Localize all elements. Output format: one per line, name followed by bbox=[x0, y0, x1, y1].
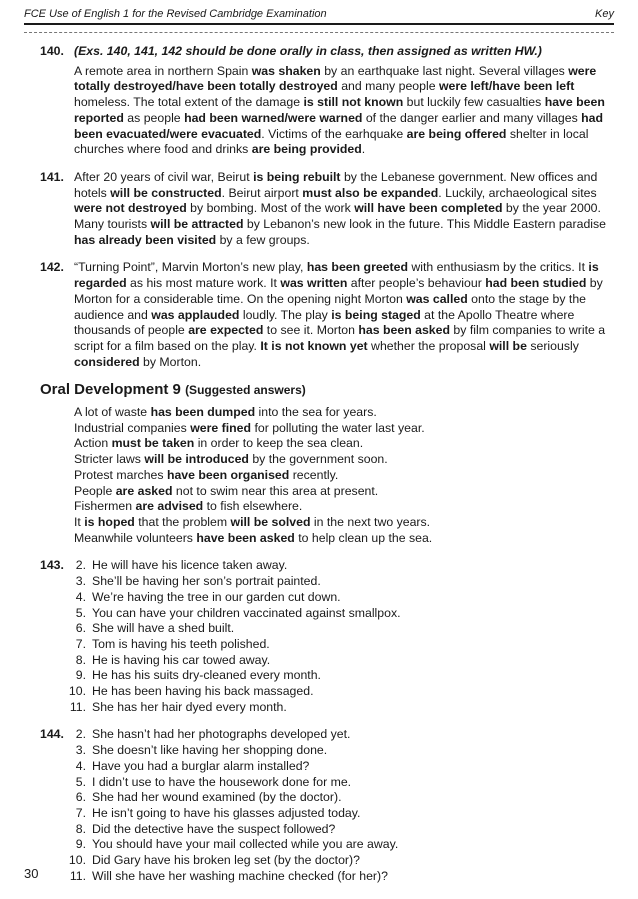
list-item bbox=[62, 590, 401, 606]
answer-verb: has been asked bbox=[358, 323, 450, 338]
answer-verb: will be introduced bbox=[144, 452, 249, 467]
item-text: You can have your children vaccinated against smallpox. bbox=[92, 605, 401, 620]
exercise-143 bbox=[40, 558, 612, 715]
answer-verb: will be constructed bbox=[110, 185, 222, 200]
item-text: He has his suits dry-cleaned every month. bbox=[92, 668, 321, 683]
text-run: by an earthquake last night. Several villages bbox=[320, 63, 569, 78]
text-run: as people bbox=[123, 110, 185, 125]
header-divider bbox=[24, 32, 614, 33]
text-run: . bbox=[361, 142, 366, 157]
item-number: 9. bbox=[75, 837, 86, 852]
answer-verb: has been dumped bbox=[150, 405, 256, 420]
text-run: recently. bbox=[289, 467, 339, 482]
list-item bbox=[62, 822, 398, 838]
answer-verb: will have been completed bbox=[354, 201, 503, 216]
list-item bbox=[62, 653, 401, 669]
item-text: Did Gary have his broken leg set (by the doctor)? bbox=[92, 853, 360, 868]
list-item bbox=[62, 790, 398, 806]
answer-verb: will be bbox=[489, 338, 527, 353]
oral-answer-line bbox=[74, 499, 612, 515]
text-run: Industrial companies bbox=[74, 420, 191, 435]
header-section: Key bbox=[595, 8, 614, 20]
item-number: 6. bbox=[75, 621, 86, 636]
item-text: She will have a shed built. bbox=[92, 621, 235, 636]
answer-verb: had been warned/were warned bbox=[184, 110, 363, 125]
exercise-141 bbox=[40, 170, 612, 249]
item-text: You should have your mail collected while you are away. bbox=[92, 837, 399, 852]
item-text: He will have his licence taken away. bbox=[92, 558, 288, 573]
item-text: She’ll be having her son’s portrait painted. bbox=[92, 574, 321, 589]
item-number: 2. bbox=[75, 558, 86, 573]
text-run: A remote area in northern Spain bbox=[74, 63, 252, 78]
text-run: People bbox=[74, 483, 116, 498]
item-text: Did the detective have the suspect followed? bbox=[92, 821, 336, 836]
text-run: by a few groups. bbox=[216, 232, 310, 247]
text-run: by the year 2000. Many tourists bbox=[74, 201, 601, 232]
text-run: by film companies to write a script for a film based on the play. bbox=[74, 323, 606, 353]
answer-verb: must be taken bbox=[111, 436, 195, 451]
item-text: Will she have her washing machine checked (for her)? bbox=[92, 868, 388, 883]
item-number: 6. bbox=[75, 790, 86, 805]
item-number: 7. bbox=[75, 805, 86, 820]
text-run: by Lebanon’s new look in the future. This Middle Eastern paradise bbox=[243, 217, 607, 232]
text-run: by the government soon. bbox=[248, 452, 388, 467]
exercise-142 bbox=[40, 260, 612, 370]
item-number: 9. bbox=[75, 668, 86, 683]
item-number: 4. bbox=[75, 589, 86, 604]
text-run: Protest marches bbox=[74, 467, 167, 482]
list-item bbox=[62, 743, 398, 759]
answer-verb: is still not known bbox=[303, 95, 404, 110]
list-item bbox=[62, 558, 401, 574]
oral-answer-line bbox=[74, 468, 612, 484]
list-item bbox=[62, 621, 401, 637]
item-text: We’re having the tree in our garden cut down. bbox=[92, 589, 341, 604]
text-run: It bbox=[74, 514, 85, 529]
answer-verb: is hoped bbox=[84, 514, 135, 529]
list-item bbox=[62, 606, 401, 622]
answer-verb: had been studied bbox=[485, 276, 587, 291]
answer-key-content bbox=[40, 44, 612, 896]
item-number: 10. bbox=[68, 853, 86, 868]
exercise-144 bbox=[40, 727, 612, 884]
item-text: He has been having his back massaged. bbox=[92, 684, 314, 699]
text-run: of the danger earlier and many villages bbox=[362, 110, 582, 125]
item-number: 4. bbox=[75, 758, 86, 773]
item-number: 11. bbox=[69, 868, 86, 883]
item-number: 3. bbox=[75, 574, 86, 589]
answer-verb: has already been visited bbox=[74, 232, 217, 247]
answer-verb: was written bbox=[280, 276, 348, 291]
item-number: 2. bbox=[75, 727, 86, 742]
oral-subtitle: (Suggested answers) bbox=[185, 383, 306, 398]
answer-verb: were left/have been left bbox=[438, 79, 575, 94]
oral-answer-line bbox=[74, 436, 612, 452]
list-item bbox=[62, 700, 401, 716]
answer-list bbox=[62, 727, 398, 884]
answer-verb: considered bbox=[74, 354, 140, 369]
answer-verb: have been asked bbox=[196, 530, 295, 545]
answer-verb: is being staged bbox=[331, 307, 421, 322]
answer-verb: will be solved bbox=[230, 514, 311, 529]
list-item bbox=[62, 837, 398, 853]
text-run: by Morton. bbox=[139, 354, 202, 369]
text-run: . Victims of the earhquake bbox=[261, 126, 407, 141]
text-run: homeless. The total extent of the damage bbox=[74, 95, 304, 110]
text-run: Meanwhile volunteers bbox=[74, 530, 197, 545]
exercise-number: 143. bbox=[40, 558, 64, 573]
item-text: He is having his car towed away. bbox=[92, 652, 271, 667]
exercise-number: 140. bbox=[40, 44, 64, 58]
oral-answer-line bbox=[74, 484, 612, 500]
exercise-body bbox=[74, 44, 612, 158]
exercise-lists bbox=[40, 558, 612, 884]
answer-verb: are advised bbox=[135, 499, 204, 514]
answer-verb: are being provided bbox=[251, 142, 362, 157]
oral-title: Oral Development 9 bbox=[40, 381, 181, 399]
text-run: for polluting the water last year. bbox=[251, 420, 425, 435]
oral-answer-line bbox=[74, 531, 612, 547]
answer-list bbox=[62, 558, 401, 715]
answer-verb: are expected bbox=[188, 323, 264, 338]
text-run: not to swim near this area at present. bbox=[172, 483, 379, 498]
text-run: . Beirut airport bbox=[221, 185, 303, 200]
answer-verb: have been reported bbox=[74, 95, 605, 125]
text-run: as his most mature work. It bbox=[126, 276, 281, 291]
running-header bbox=[24, 8, 614, 25]
list-item bbox=[62, 806, 398, 822]
oral-development-heading bbox=[40, 382, 612, 399]
answer-verb: had been evacuated/were evacuated bbox=[74, 110, 604, 141]
item-number: 3. bbox=[75, 743, 86, 758]
text-run: in order to keep the sea clean. bbox=[194, 436, 364, 451]
exercise-paragraph bbox=[74, 64, 612, 158]
answer-verb: was shaken bbox=[251, 63, 321, 78]
text-run: to fish elsewhere. bbox=[203, 499, 303, 514]
exercise-paragraph bbox=[74, 170, 612, 249]
text-run: by Morton for a considerable time. On the opening night Morton bbox=[74, 276, 603, 306]
exercise-140 bbox=[40, 44, 612, 158]
answer-verb: were fined bbox=[190, 420, 252, 435]
list-item bbox=[62, 668, 401, 684]
answer-verb: are being offered bbox=[406, 126, 507, 141]
list-item bbox=[62, 759, 398, 775]
item-number: 8. bbox=[75, 821, 86, 836]
item-text: Have you had a burglar alarm installed? bbox=[92, 758, 310, 773]
answer-verb: It is not known yet bbox=[260, 338, 368, 353]
text-run: “Turning Point”, Marvin Morton’s new play, bbox=[74, 260, 307, 275]
text-run: by the Lebanese government. New offices and hotels bbox=[74, 169, 598, 200]
text-run: and many people bbox=[337, 79, 439, 94]
exercise-paragraphs bbox=[40, 44, 612, 370]
list-item bbox=[62, 684, 401, 700]
item-number: 8. bbox=[75, 652, 86, 667]
list-item bbox=[62, 637, 401, 653]
item-text: Tom is having his teeth polished. bbox=[92, 636, 270, 651]
exercise-number: 142. bbox=[40, 260, 64, 275]
answer-verb: are asked bbox=[115, 483, 173, 498]
list-item bbox=[62, 775, 398, 791]
list-item bbox=[62, 869, 398, 885]
exercise-body bbox=[74, 170, 612, 249]
answer-verb: will be attracted bbox=[150, 217, 244, 232]
text-run: to help clean up the sea. bbox=[294, 530, 433, 545]
text-run: to see it. Morton bbox=[263, 323, 359, 338]
item-number: 10. bbox=[68, 684, 86, 699]
answer-verb: were not destroyed bbox=[74, 201, 187, 216]
text-run: A lot of waste bbox=[74, 405, 151, 420]
answer-verb: is being rebuilt bbox=[253, 169, 341, 184]
item-number: 5. bbox=[75, 605, 86, 620]
text-run: After 20 years of civil war, Beirut bbox=[74, 169, 254, 184]
answer-verb: has been greeted bbox=[306, 260, 408, 275]
text-run: onto the stage by the audience and bbox=[74, 291, 587, 322]
text-run: that the problem bbox=[134, 514, 231, 529]
text-run: whether the proposal bbox=[367, 338, 490, 353]
item-text: She has her hair dyed every month. bbox=[92, 699, 287, 714]
answer-verb: have been organised bbox=[166, 467, 290, 482]
item-text: I didn’t use to have the housework done for me. bbox=[92, 774, 352, 789]
text-run: Fishermen bbox=[74, 499, 136, 514]
list-item bbox=[62, 727, 398, 743]
text-run: Action bbox=[74, 436, 112, 451]
text-run: loudly. The play bbox=[239, 307, 332, 322]
answer-verb: is regarded bbox=[74, 260, 599, 291]
list-item bbox=[62, 853, 398, 869]
item-text: He isn’t going to have his glasses adjusted today. bbox=[92, 805, 361, 820]
exercise-body bbox=[74, 260, 612, 370]
text-run: but luckily few casualties bbox=[403, 95, 545, 110]
oral-answers bbox=[74, 405, 612, 546]
oral-answer-line bbox=[74, 405, 612, 421]
item-text: She had her wound examined (by the doctor). bbox=[92, 790, 342, 805]
text-run: shelter in local churches where food and drinks bbox=[74, 126, 589, 157]
text-run: Stricter laws bbox=[74, 452, 145, 467]
page-number: 30 bbox=[24, 866, 39, 881]
exercise-number: 141. bbox=[40, 169, 64, 184]
item-text: She hasn’t had her photographs developed yet. bbox=[92, 727, 351, 742]
answer-verb: was applauded bbox=[151, 307, 240, 322]
oral-answer-line bbox=[74, 452, 612, 468]
text-run: in the next two years. bbox=[310, 514, 431, 529]
item-number: 7. bbox=[75, 636, 86, 651]
exercise-number: 144. bbox=[40, 727, 64, 742]
answer-verb: must also be expanded bbox=[302, 185, 439, 200]
list-item bbox=[62, 574, 401, 590]
text-run: by bombing. Most of the work bbox=[186, 201, 355, 216]
text-run: seriously bbox=[526, 338, 579, 353]
text-run: at the Apollo Theatre where thousands of people bbox=[74, 307, 575, 338]
text-run: . Luckily, archaeological sites bbox=[438, 185, 597, 200]
answer-verb: was called bbox=[406, 291, 468, 306]
text-run: with enthusiasm by the critics. It bbox=[407, 260, 589, 275]
text-run: into the sea for years. bbox=[255, 405, 377, 420]
item-number: 11. bbox=[69, 699, 86, 714]
item-text: She doesn’t like having her shopping done. bbox=[92, 743, 328, 758]
exercise-paragraph bbox=[74, 260, 612, 370]
answer-verb: were totally destroyed/have been totally destroyed bbox=[74, 63, 597, 94]
header-title: FCE Use of English 1 for the Revised Cambridge Examination bbox=[24, 8, 327, 20]
text-run: after people’s behaviour bbox=[347, 276, 486, 291]
exercise-note: (Exs. 140, 141, 142 should be done orally in class, then assigned as written HW.) bbox=[74, 44, 542, 58]
oral-answer-line bbox=[74, 515, 612, 531]
item-number: 5. bbox=[75, 774, 86, 789]
oral-answer-line bbox=[74, 421, 612, 437]
